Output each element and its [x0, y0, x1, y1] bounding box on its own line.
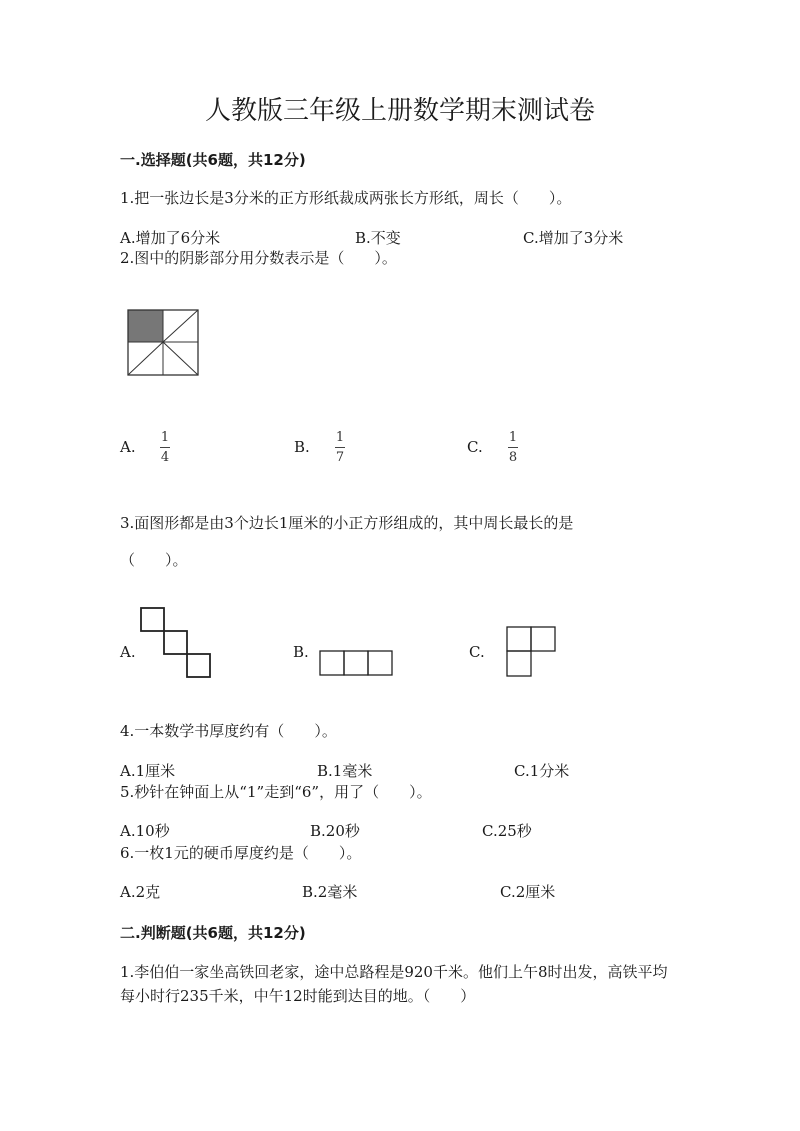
question-3-option-a[interactable]: A.: [120, 643, 136, 661]
shaded-square-figure: [128, 310, 200, 376]
judgement-question-1-text: 1.李伯伯一家坐高铁回老家，途中总路程是920千米。他们上午8时出发，高铁平均每小时行235千米，中午12时能到达目的地。（ ）: [120, 963, 668, 1005]
question-3-option-c[interactable]: C.: [469, 643, 485, 661]
fraction-b-denominator: 7: [335, 450, 345, 465]
page-title: 人教版三年级上册数学期末测试卷: [204, 96, 595, 126]
question-4-option-c[interactable]: C.1分米: [514, 762, 570, 780]
question-2-option-c-label[interactable]: C.: [467, 438, 483, 456]
question-1-option-a[interactable]: A.增加了6分米: [120, 229, 221, 247]
shaded-cell: [128, 310, 163, 342]
fraction-bar: [335, 447, 345, 448]
question-2-option-b-label[interactable]: B.: [294, 438, 310, 456]
fraction-bar: [508, 447, 518, 448]
question-1-option-b[interactable]: B.不变: [355, 229, 401, 247]
question-6-text: 6.一枚1元的硬币厚度约是（ ）。: [120, 844, 362, 862]
question-4-option-b[interactable]: B.1毫米: [317, 762, 373, 780]
section-heading-judgement: 二.判断题(共6题，共12分): [120, 924, 306, 942]
question-5-text: 5.秒针在钟面上从“1”走到“6”，用了（ ）。: [120, 783, 432, 801]
staircase-squares-figure: [140, 607, 212, 679]
question-1-option-c[interactable]: C.增加了3分米: [523, 229, 624, 247]
question-2-text: 2.图中的阴影部分用分数表示是（ ）。: [120, 249, 397, 267]
fraction-b: [335, 430, 345, 465]
fraction-c-denominator: 8: [508, 450, 518, 465]
section-heading-choice: 一.选择题(共6题，共12分): [120, 151, 306, 169]
question-2-option-a-label[interactable]: A.: [120, 438, 136, 456]
question-6-option-a[interactable]: A.2克: [120, 883, 161, 901]
question-5-option-a[interactable]: A.10秒: [120, 822, 170, 840]
row-squares-figure: [319, 650, 393, 677]
question-5-option-c[interactable]: C.25秒: [482, 822, 532, 840]
fraction-bar: [160, 447, 170, 448]
question-1-text: 1.把一张边长是3分米的正方形纸裁成两张长方形纸，周长（ ）。: [120, 189, 572, 207]
question-3-option-b[interactable]: B.: [293, 643, 309, 661]
fraction-a-denominator: 4: [160, 450, 170, 465]
fraction-c: [508, 430, 518, 465]
fraction-a-numerator: 1: [160, 430, 170, 445]
fraction-b-numerator: 1: [335, 430, 345, 445]
question-3-text: 3.面图形都是由3个边长1厘米的小正方形组成的，其中周长最长的是: [120, 514, 574, 532]
fraction-c-numerator: 1: [508, 430, 518, 445]
question-5-option-b[interactable]: B.20秒: [310, 822, 360, 840]
question-4-text: 4.一本数学书厚度约有（ ）。: [120, 722, 337, 740]
fraction-a: [160, 430, 170, 465]
question-6-option-b[interactable]: B.2毫米: [302, 883, 358, 901]
question-6-option-c[interactable]: C.2厘米: [500, 883, 556, 901]
l-shape-squares-figure: [506, 626, 556, 678]
question-3-blank: （ ）。: [120, 551, 188, 569]
question-4-option-a[interactable]: A.1厘米: [120, 762, 176, 780]
